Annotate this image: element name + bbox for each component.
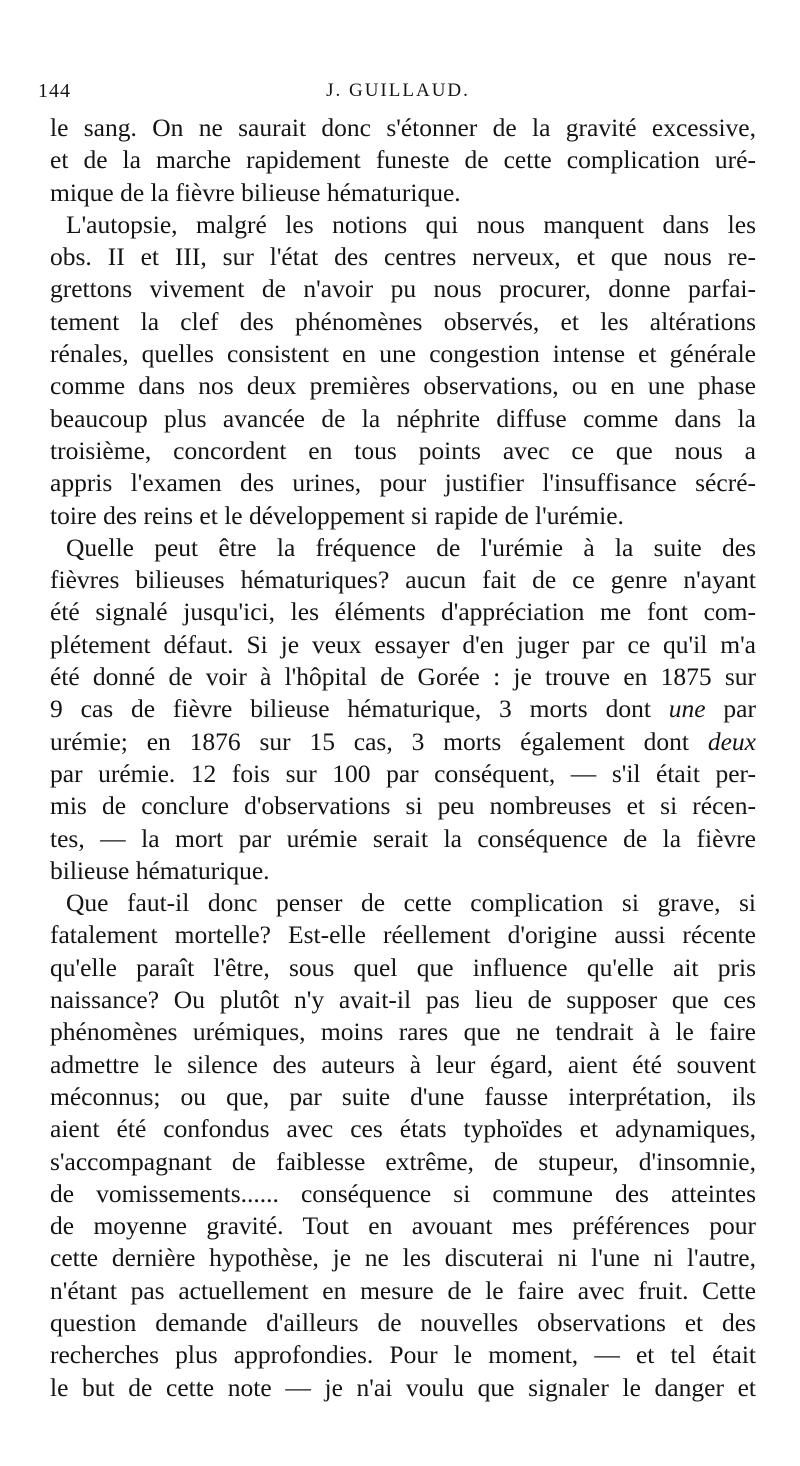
text-line: le sang. On ne saurait donc s'étonner de la gravité excessive,	[50, 113, 756, 142]
text-line: de vomissements...... conséquence si commune des atteintes	[50, 1178, 756, 1208]
text-line: L'autopsie, malgré les notions qui nous manquent dans les	[66, 209, 756, 239]
running-title: J. GUILLAUD.	[326, 80, 470, 101]
text-line: n'étant pas actuellement en mesure de le faire avec fruit. Cette	[50, 1275, 756, 1305]
text-line: naissance? Ou plutôt n'y avait-il pas lieu de supposer que ces	[50, 985, 756, 1015]
text-line: fièvres bilieuses hématuriques? aucun fait de ce genre n'ayant	[50, 565, 756, 595]
text-fragment: urémie; en 1876 sur 15 cas, 3 morts également dont	[50, 726, 708, 756]
text-line: par urémie. 12 fois sur 100 par conséquent, — s'il était per-	[50, 758, 756, 788]
text-line: plétement défaut. Si je veux essayer d'en juger par ce qu'il m'a	[50, 629, 756, 659]
text-line: fatalement mortelle? Est-elle réellement d'origine aussi récente	[50, 920, 756, 950]
page-number: 144	[38, 80, 71, 102]
text-line: qu'elle paraît l'être, sous quel que influence qu'elle ait pris	[50, 952, 756, 982]
text-line: admettre le silence des auteurs à leur égard, aient été souvent	[50, 1049, 756, 1079]
text-line: tement la clef des phénomènes observés, et les altérations	[50, 306, 756, 336]
text-line: mique de la fièvre bilieuse hématurique.	[50, 177, 461, 207]
text-line: bilieuse hématurique.	[50, 855, 270, 885]
running-head	[38, 80, 758, 110]
text-line: été donné de voir à l'hôpital de Gorée : je trouve en 1875 sur	[50, 662, 756, 692]
text-line: de moyenne gravité. Tout en avouant mes préférences pour	[50, 1211, 756, 1241]
text-line: obs. II et III, sur l'état des centres nerveux, et que nous re-	[50, 242, 756, 272]
text-fragment: par	[705, 694, 756, 724]
body-text	[50, 112, 756, 1404]
text-line: grettons vivement de n'avoir pu nous procurer, donne parfai-	[50, 274, 756, 304]
italic-word: une	[668, 694, 706, 724]
text-line: méconnus; ou que, par suite d'une fausse interprétation, ils	[50, 1081, 756, 1111]
text-line: aient été confondus avec ces états typhoïdes et adynamiques,	[50, 1114, 756, 1144]
text-line: beaucoup plus avancée de la néphrite diffuse comme dans la	[50, 403, 756, 433]
text-line: recherches plus approfondies. Pour le moment, — et tel était	[50, 1340, 756, 1370]
text-line: Quelle peut être la fréquence de l'urémie à la suite des	[66, 532, 756, 562]
text-line: s'accompagnant de faiblesse extrême, de stupeur, d'insomnie,	[50, 1146, 756, 1176]
text-fragment: 9 cas de fièvre bilieuse hématurique, 3 morts dont	[50, 694, 669, 724]
text-line: toire des reins et le développement si rapide de l'urémie.	[50, 500, 624, 530]
text-line: rénales, quelles consistent en une congestion intense et générale	[50, 339, 756, 369]
text-line: et de la marche rapidement funeste de cette complication uré-	[50, 145, 756, 175]
text-line: tes, — la mort par urémie serait la conséquence de la fièvre	[50, 823, 756, 853]
text-line	[50, 693, 756, 725]
text-line: mis de conclure d'observations si peu nombreuses et si récen-	[50, 791, 756, 821]
text-line	[50, 726, 756, 758]
text-line: troisième, concordent en tous points avec ce que nous a	[50, 435, 756, 465]
text-line: phénomènes urémiques, moins rares que ne tendrait à le faire	[50, 1017, 756, 1047]
text-line: question demande d'ailleurs de nouvelles observations et des	[50, 1307, 756, 1337]
text-line: le but de cette note — je n'ai voulu que signaler le danger et	[50, 1372, 756, 1402]
text-line: comme dans nos deux premières observations, ou en une phase	[50, 371, 756, 401]
text-line: Que faut-il donc penser de cette complication si grave, si	[66, 888, 756, 918]
text-line: appris l'examen des urines, pour justifier l'insuffisance sécré-	[50, 468, 756, 498]
text-line: cette dernière hypothèse, je ne les discuterai ni l'une ni l'autre,	[50, 1243, 756, 1273]
italic-word: deux	[707, 726, 756, 756]
text-line: été signalé jusqu'ici, les éléments d'appréciation me font com-	[50, 597, 756, 627]
